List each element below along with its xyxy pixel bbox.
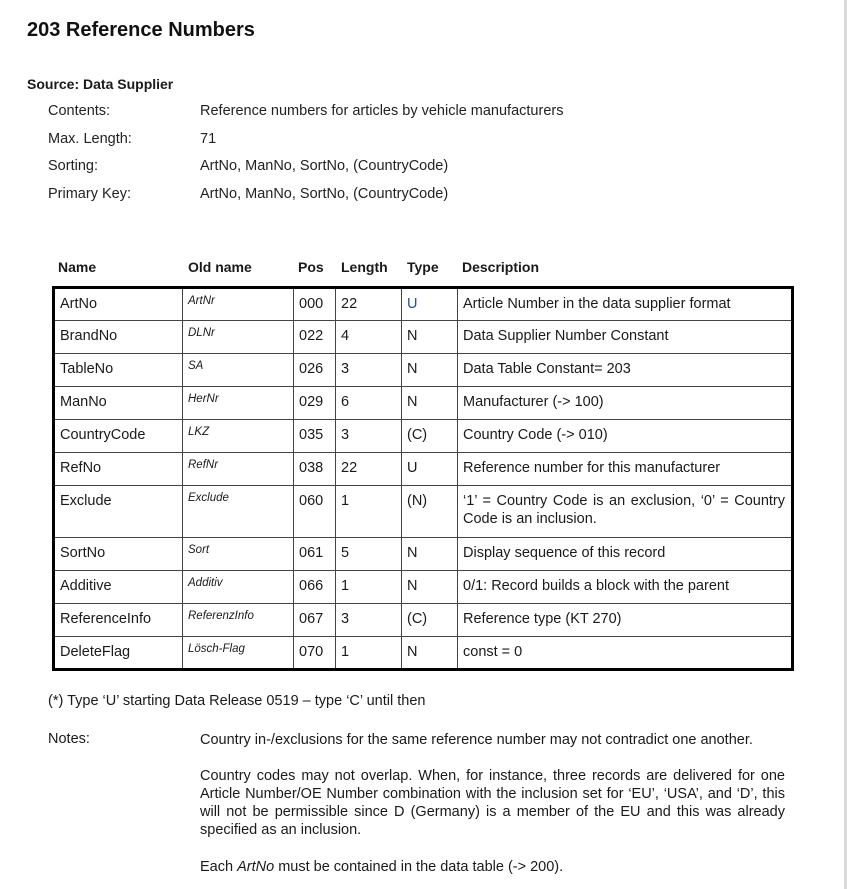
cell-name: RefNo xyxy=(54,453,183,486)
cell-name: ReferenceInfo xyxy=(54,604,183,637)
notes-label: Notes: xyxy=(48,731,90,747)
cell-description: 0/1: Record builds a block with the parent xyxy=(458,571,793,604)
cell-length: 3 xyxy=(336,604,402,637)
cell-old-name: ArtNr xyxy=(183,288,294,321)
table-row xyxy=(54,420,793,453)
cell-old-name: RefNr xyxy=(183,453,294,486)
cell-pos: 070 xyxy=(294,637,336,670)
header-name: Name xyxy=(58,259,97,275)
source-label: Source: Data Supplier xyxy=(27,76,174,92)
table-row xyxy=(54,453,793,486)
cell-type: (C) xyxy=(402,420,458,453)
cell-pos: 035 xyxy=(294,420,336,453)
note-3-post: must be contained in the data table (-> 200). xyxy=(274,859,564,875)
cell-old-name: Sort xyxy=(183,538,294,571)
meta-value-primary-key: ArtNo, ManNo, SortNo, (CountryCode) xyxy=(200,186,449,202)
cell-old-name: HerNr xyxy=(183,387,294,420)
cell-length: 6 xyxy=(336,387,402,420)
note-3-artno: ArtNo xyxy=(237,859,275,875)
cell-length: 22 xyxy=(336,453,402,486)
cell-pos: 061 xyxy=(294,538,336,571)
meta-value-sorting: ArtNo, ManNo, SortNo, (CountryCode) xyxy=(200,158,449,174)
cell-length: 1 xyxy=(336,571,402,604)
cell-name: ArtNo xyxy=(54,288,183,321)
meta-label-contents: Contents: xyxy=(48,103,111,119)
meta-value-contents: Reference numbers for articles by vehicle manufacturers xyxy=(200,103,564,119)
cell-description: Data Table Constant= 203 xyxy=(458,354,793,387)
header-pos: Pos xyxy=(298,259,324,275)
table-row xyxy=(54,538,793,571)
meta-label-sorting: Sorting: xyxy=(48,158,98,174)
cell-type: U xyxy=(402,288,458,321)
header-old-name: Old name xyxy=(188,259,252,275)
cell-type: N xyxy=(402,354,458,387)
cell-description: Article Number in the data supplier format xyxy=(458,288,793,321)
cell-description: Reference type (KT 270) xyxy=(458,604,793,637)
table-row xyxy=(54,321,793,354)
cell-type: (N) xyxy=(402,486,458,538)
cell-name: Exclude xyxy=(54,486,183,538)
cell-length: 3 xyxy=(336,354,402,387)
field-table xyxy=(52,286,794,671)
table-row xyxy=(54,486,793,538)
table-row xyxy=(54,354,793,387)
header-length: Length xyxy=(341,259,388,275)
cell-length: 1 xyxy=(336,637,402,670)
cell-name: CountryCode xyxy=(54,420,183,453)
cell-pos: 038 xyxy=(294,453,336,486)
cell-length: 5 xyxy=(336,538,402,571)
cell-name: BrandNo xyxy=(54,321,183,354)
table-row xyxy=(54,637,793,670)
meta-label-primary-key: Primary Key: xyxy=(48,186,131,202)
cell-description: Reference number for this manufacturer xyxy=(458,453,793,486)
cell-length: 4 xyxy=(336,321,402,354)
cell-old-name: SA xyxy=(183,354,294,387)
cell-pos: 022 xyxy=(294,321,336,354)
cell-description: Data Supplier Number Constant xyxy=(458,321,793,354)
cell-pos: 000 xyxy=(294,288,336,321)
cell-name: Additive xyxy=(54,571,183,604)
cell-pos: 067 xyxy=(294,604,336,637)
cell-pos: 026 xyxy=(294,354,336,387)
cell-type: (C) xyxy=(402,604,458,637)
cell-length: 1 xyxy=(336,486,402,538)
table-row xyxy=(54,387,793,420)
table-row xyxy=(54,604,793,637)
table-row xyxy=(54,288,793,321)
cell-type: N xyxy=(402,637,458,670)
note-3-pre: Each xyxy=(200,859,238,875)
cell-old-name: DLNr xyxy=(183,321,294,354)
cell-description: Display sequence of this record xyxy=(458,538,793,571)
cell-length: 3 xyxy=(336,420,402,453)
cell-pos: 066 xyxy=(294,571,336,604)
cell-description: Manufacturer (-> 100) xyxy=(458,387,793,420)
cell-pos: 029 xyxy=(294,387,336,420)
cell-description: Country Code (-> 010) xyxy=(458,420,793,453)
cell-name: ManNo xyxy=(54,387,183,420)
cell-type: N xyxy=(402,538,458,571)
cell-length: 22 xyxy=(336,288,402,321)
cell-type: N xyxy=(402,321,458,354)
cell-type: U xyxy=(402,453,458,486)
cell-name: TableNo xyxy=(54,354,183,387)
cell-type: N xyxy=(402,387,458,420)
table-row xyxy=(54,571,793,604)
cell-type: N xyxy=(402,571,458,604)
cell-old-name: Exclude xyxy=(183,486,294,538)
cell-old-name: LKZ xyxy=(183,420,294,453)
cell-name: DeleteFlag xyxy=(54,637,183,670)
footnote: (*) Type ‘U’ starting Data Release 0519 – type ‘C’ until then xyxy=(48,693,426,709)
cell-description: ‘1’ = Country Code is an exclusion, ‘0’ = Country Code is an inclusion. xyxy=(458,486,793,538)
header-description: Description xyxy=(462,259,540,275)
meta-label-max-length: Max. Length: xyxy=(48,131,132,147)
page-title: 203 Reference Numbers xyxy=(27,19,255,41)
cell-old-name: Additiv xyxy=(183,571,294,604)
note-3 xyxy=(200,858,785,876)
note-2: Country codes may not overlap. When, for instance, three records are delivered for one Article Number/OE Number combination with the inclusion set for ‘EU’, ‘USA’, and ‘D’, this will not be permissible since D (Germany) is a member of the EU and this was already specified as an inclusion. xyxy=(200,768,785,838)
cell-old-name: Lösch-Flag xyxy=(183,637,294,670)
note-1: Country in-/exclusions for the same reference number may not contradict one another. xyxy=(200,732,753,748)
cell-description: const = 0 xyxy=(458,637,793,670)
cell-pos: 060 xyxy=(294,486,336,538)
meta-value-max-length: 71 xyxy=(200,131,217,147)
header-type: Type xyxy=(407,259,439,275)
cell-name: SortNo xyxy=(54,538,183,571)
cell-old-name: ReferenzInfo xyxy=(183,604,294,637)
